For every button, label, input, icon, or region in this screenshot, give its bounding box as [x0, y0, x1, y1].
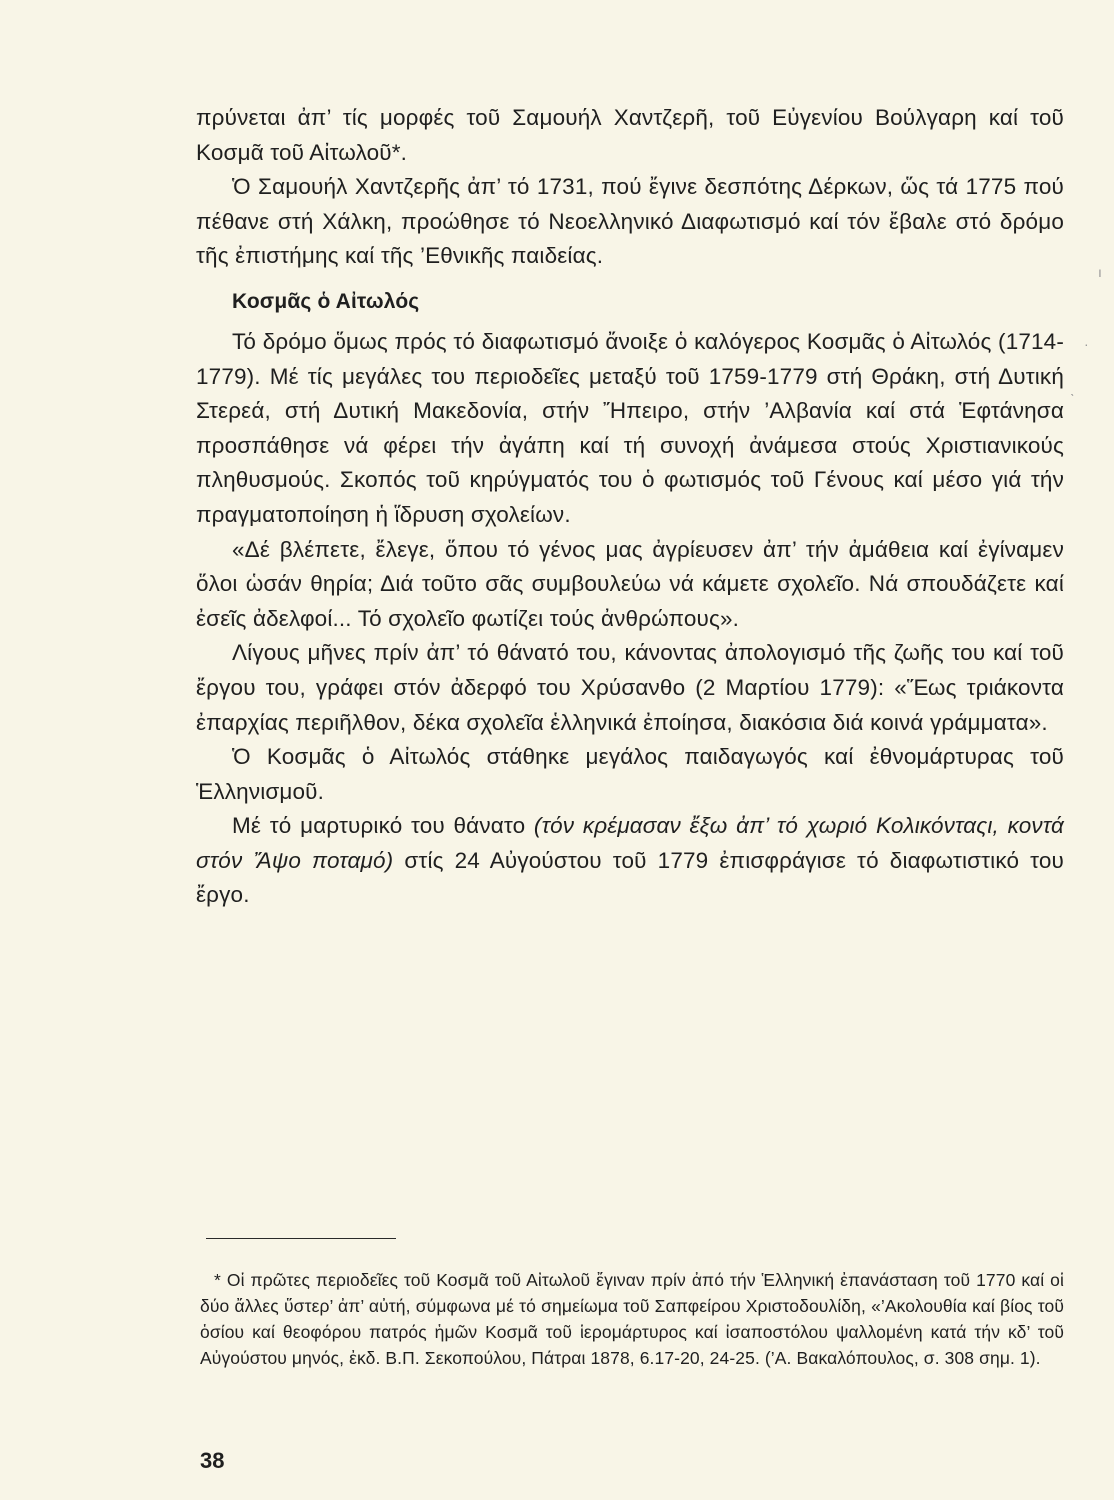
letter-paragraph: Λίγους μῆνες πρίν ἀπ’ τό θάνατό του, κάνοντας ἀπολογισμό τῆς ζωῆς του καί τοῦ ἔργου του, γράφει στόν ἀδερφό του Χρύσανθο (2 Μαρτίου 1779): «Ἕως τριάκοντα ἐπαρχίας περιῆλθον, δέκα σχολεῖα ἑλληνικά ἐποίησα, διακόσια διά κοινά γράμματα». [196, 640, 1064, 735]
section-heading: Κοσμᾶς ὁ Αἰτωλός [232, 289, 420, 313]
intro-paragraph: πρύνεται ἀπ’ τίς μορφές τοῦ Σαμουήλ Χαντζερῆ, τοῦ Εὐγενίου Βούλγαρη καί τοῦ Κοσμᾶ τοῦ Αἰτωλοῦ*. [196, 105, 1064, 165]
footnote [200, 1267, 1064, 1371]
page-number: 38 [200, 1448, 225, 1473]
death-paragraph [196, 809, 1064, 913]
quote-paragraph: «Δέ βλέπετε, ἔλεγε, ὅπου τό γένος μας ἀγρίευσεν ἀπ’ τήν ἀμάθεια καί ἐγίναμεν ὅλοι ὡσάν θηρία; Διά τοῦτο σᾶς συμβουλεύω νά κάμετε σχολεῖο. Νά σπουδάζετε καί ἐσεῖς ἀδελφοί... Τό σχολεῖο φωτίζει τούς ἀνθρώπους». [196, 536, 1064, 631]
margin-speck: ı [1098, 264, 1102, 280]
pedagogue-paragraph: Ὁ Κοσμᾶς ὁ Αἰτωλός στάθηκε μεγάλος παιδαγωγός καί ἐθνομάρτυρας τοῦ Ἑλληνισμοῦ. [196, 744, 1064, 804]
samuel-paragraph: Ὁ Σαμουήλ Χαντζερῆς ἀπ’ τό 1731, πού ἔγινε δεσπότης Δέρκων, ὥς τά 1775 πού πέθανε στή Χάλκη, προώθησε τό Νεοελληνικό Διαφωτισμό καί τόν ἔβαλε στό δρόμο τῆς ἐπιστήμης καί τῆς ’Εθνικῆς παιδείας. [196, 174, 1064, 269]
death-parenthetical: (τόν κρέμασαν ἔξω ἀπ’ τό χωριό Κολικόνταςι, κοντά στόν Ἄψο ποταμό) [196, 813, 1064, 873]
footnote-divider [206, 1238, 396, 1239]
footnote-text: * Οἱ πρῶτες περιοδεῖες τοῦ Κοσμᾶ τοῦ Αἰτωλοῦ ἔγιναν πρίν ἀπό τήν Ἑλληνική ἐπανάσταση τοῦ 1770 καί οἱ δύο ἄλλες ὕστερ’ ἀπ’ αὐτή, σύμφωνα μέ τό σημείωμα τοῦ Σαπφείρου Χριστοδουλίδη, «’Ακολουθία καί βίος τοῦ ὁσίου καί θεοφόρου πατρός ἡμῶν Κοσμᾶ τοῦ ἱερομάρτυρος καί ἰσαποστόλου ψαλλομένη κατά τήν κδ’ τοῦ Αὐγούστου μηνός, ἐκδ. Β.Π. Σεκοπούλου, Πάτραι 1878, 6.17-20, 24-25. (’Α. Βακαλόπουλος, σ. 308 σημ. 1). [200, 1270, 1064, 1368]
margin-speck: ˋ [1070, 391, 1075, 407]
kosmas-paragraph: Τό δρόμο ὅμως πρός τό διαφωτισμό ἄνοιξε ὁ καλόγερος Κοσμᾶς ὁ Αἰτωλός (1714-1779). Μέ τίς μεγάλες του περιοδεῖες μεταξύ τοῦ 1759-1779 στή Θράκη, στή Δυτική Στερεά, στή Δυτική Μακεδονία, στήν Ἤπειρο, στήν ’Αλβανία καί στά Ἑφτάνησα προσπάθησε νά φέρει τήν ἀγάπη καί τή συνοχή ἀνάμεσα στούς Χριστιανικούς πληθυσμούς. Σκοπός τοῦ κηρύγματός του ὁ φωτισμός τοῦ Γένους καί μέσο γιά τήν πραγματοποίηση ἡ ἵδρυση σχολείων. [196, 328, 1064, 527]
death-tail: στίς 24 Αὐγούστου τοῦ 1779 ἐπισφράγισε τό διαφωτιστικό του ἔργο. [196, 847, 1064, 908]
margin-speck: · [1084, 336, 1089, 352]
death-lead: Μέ τό μαρτυρικό του θάνατο [232, 813, 526, 839]
main-text-block [196, 101, 1064, 913]
